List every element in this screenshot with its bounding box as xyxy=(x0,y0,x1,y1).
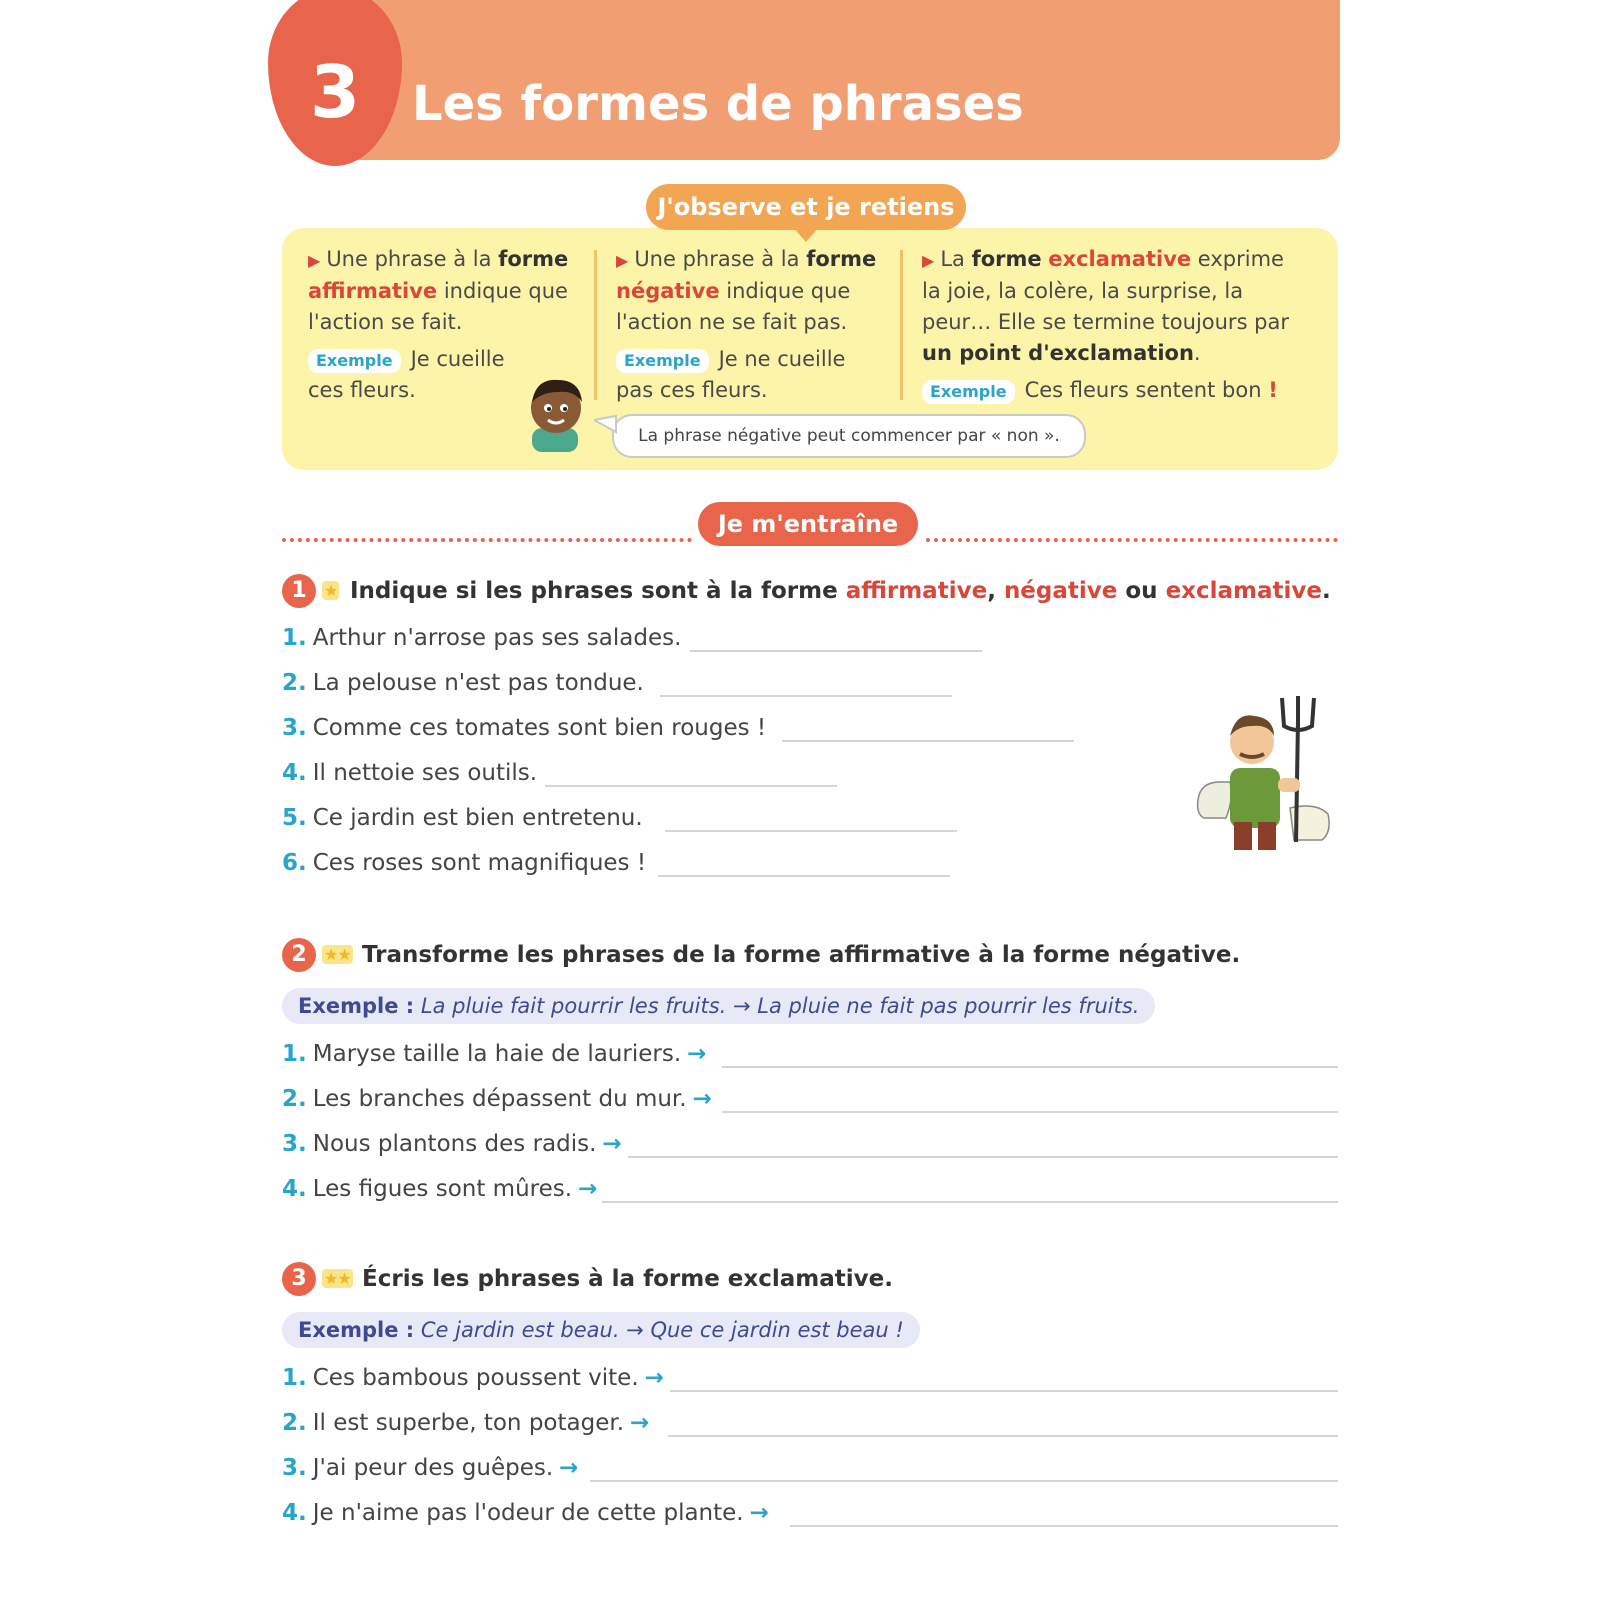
arrow-right-icon: → xyxy=(644,1365,664,1391)
arrow-right-icon: → xyxy=(692,1086,712,1112)
list-item: 5. Ce jardin est bien entretenu. xyxy=(282,805,643,831)
list-item: 3. Nous plantons des radis. → xyxy=(282,1131,622,1157)
rule-affirmative: ▶ Une phrase à la forme affirmative indique que l'action se fait. Exemple Je cueille ces fleurs. xyxy=(308,244,583,406)
triangle-bullet-icon: ▶ xyxy=(308,251,321,270)
answer-line[interactable] xyxy=(590,1480,1338,1482)
rule-example: Exemple Je cueille ces fleurs. xyxy=(308,347,505,402)
answer-line[interactable] xyxy=(790,1525,1338,1527)
list-item: 4. Je n'aime pas l'odeur de cette plante. → xyxy=(282,1500,769,1526)
example-tag: Exemple xyxy=(616,349,709,373)
speech-bubble-tail xyxy=(594,414,620,440)
exercise-instruction: Indique si les phrases sont à la forme affirmative, négative ou exclamative. xyxy=(350,578,1331,604)
arrow-right-icon: → xyxy=(559,1455,579,1481)
answer-line[interactable] xyxy=(690,650,982,652)
triangle-bullet-icon: ▶ xyxy=(922,251,935,270)
rule-example: Exemple Ces fleurs sentent bon ! xyxy=(922,375,1302,406)
arrow-right-icon: → xyxy=(630,1410,650,1436)
example-box: Exemple : Ce jardin est beau. → Que ce jardin est beau ! xyxy=(282,1312,920,1348)
list-item: 2. La pelouse n'est pas tondue. xyxy=(282,670,644,696)
triangle-bullet-icon: ▶ xyxy=(616,251,629,270)
example-box: Exemple : La pluie fait pourrir les fruits. → La pluie ne fait pas pourrir les fruits. xyxy=(282,988,1155,1024)
farmer-with-pitchfork-illustration xyxy=(1190,690,1340,850)
answer-line[interactable] xyxy=(660,695,952,697)
difficulty-stars: ★ xyxy=(324,581,338,600)
answer-line[interactable] xyxy=(722,1111,1338,1113)
list-item: 4. Il nettoie ses outils. xyxy=(282,760,538,786)
exercise-number: 2 xyxy=(282,938,316,972)
answer-line[interactable] xyxy=(602,1201,1338,1203)
exercise-number: 1 xyxy=(282,574,316,608)
arrow-right-icon: → xyxy=(687,1041,707,1067)
divider-dotted-left xyxy=(282,538,692,542)
answer-line[interactable] xyxy=(668,1435,1338,1437)
rule-example: Exemple Je ne cueille pas ces fleurs. xyxy=(616,347,846,402)
rule-exclamative: ▶ La forme exclamative exprime la joie, la colère, la surprise, la peur… Elle se termine toujours par un point d'exclamation. Exemple Ces fleurs sentent bon ! xyxy=(922,244,1302,406)
list-item: 2. Il est superbe, ton potager. → xyxy=(282,1410,650,1436)
example-tag: Exemple xyxy=(922,380,1015,404)
list-item: 4. Les figues sont mûres. → xyxy=(282,1176,598,1202)
example-tag: Exemple xyxy=(308,349,401,373)
divider-dotted-right xyxy=(926,538,1338,542)
list-item: 6. Ces roses sont magnifiques ! xyxy=(282,850,647,876)
answer-line[interactable] xyxy=(628,1156,1338,1158)
answer-line[interactable] xyxy=(545,785,837,787)
difficulty-stars: ★★ xyxy=(324,945,351,964)
exercise-number: 3 xyxy=(282,1262,316,1296)
answer-line[interactable] xyxy=(670,1390,1338,1392)
practice-section-label: Je m'entraîne xyxy=(698,502,918,546)
observe-tab: J'observe et je retiens xyxy=(646,184,966,230)
column-divider xyxy=(594,250,597,400)
exercise-instruction: Transforme les phrases de la forme affirmative à la forme négative. xyxy=(362,942,1241,968)
answer-line[interactable] xyxy=(658,875,950,877)
list-item: 2. Les branches dépassent du mur. → xyxy=(282,1086,712,1112)
answer-line[interactable] xyxy=(782,740,1074,742)
list-item: 3. J'ai peur des guêpes. → xyxy=(282,1455,579,1481)
chapter-number: 3 xyxy=(309,50,361,134)
list-item: 1. Arthur n'arrose pas ses salades. xyxy=(282,625,682,651)
page-title: Les formes de phrases xyxy=(412,76,1024,132)
arrow-right-icon: → xyxy=(749,1500,769,1526)
answer-line[interactable] xyxy=(722,1066,1338,1068)
speech-bubble: La phrase négative peut commencer par « non ». xyxy=(612,414,1086,458)
answer-line[interactable] xyxy=(665,830,957,832)
list-item: 1. Maryse taille la haie de lauriers. → xyxy=(282,1041,707,1067)
column-divider xyxy=(900,250,903,400)
list-item: 3. Comme ces tomates sont bien rouges ! xyxy=(282,715,767,741)
arrow-right-icon: → xyxy=(602,1131,622,1157)
boy-illustration xyxy=(522,372,594,452)
arrow-right-icon: → xyxy=(578,1176,598,1202)
list-item: 1. Ces bambous poussent vite. → xyxy=(282,1365,664,1391)
difficulty-stars: ★★ xyxy=(324,1269,351,1288)
exercise-instruction: Écris les phrases à la forme exclamative. xyxy=(362,1266,893,1292)
rule-negative: ▶ Une phrase à la forme négative indique que l'action ne se fait pas. Exemple Je ne cueille pas ces fleurs. xyxy=(616,244,891,406)
